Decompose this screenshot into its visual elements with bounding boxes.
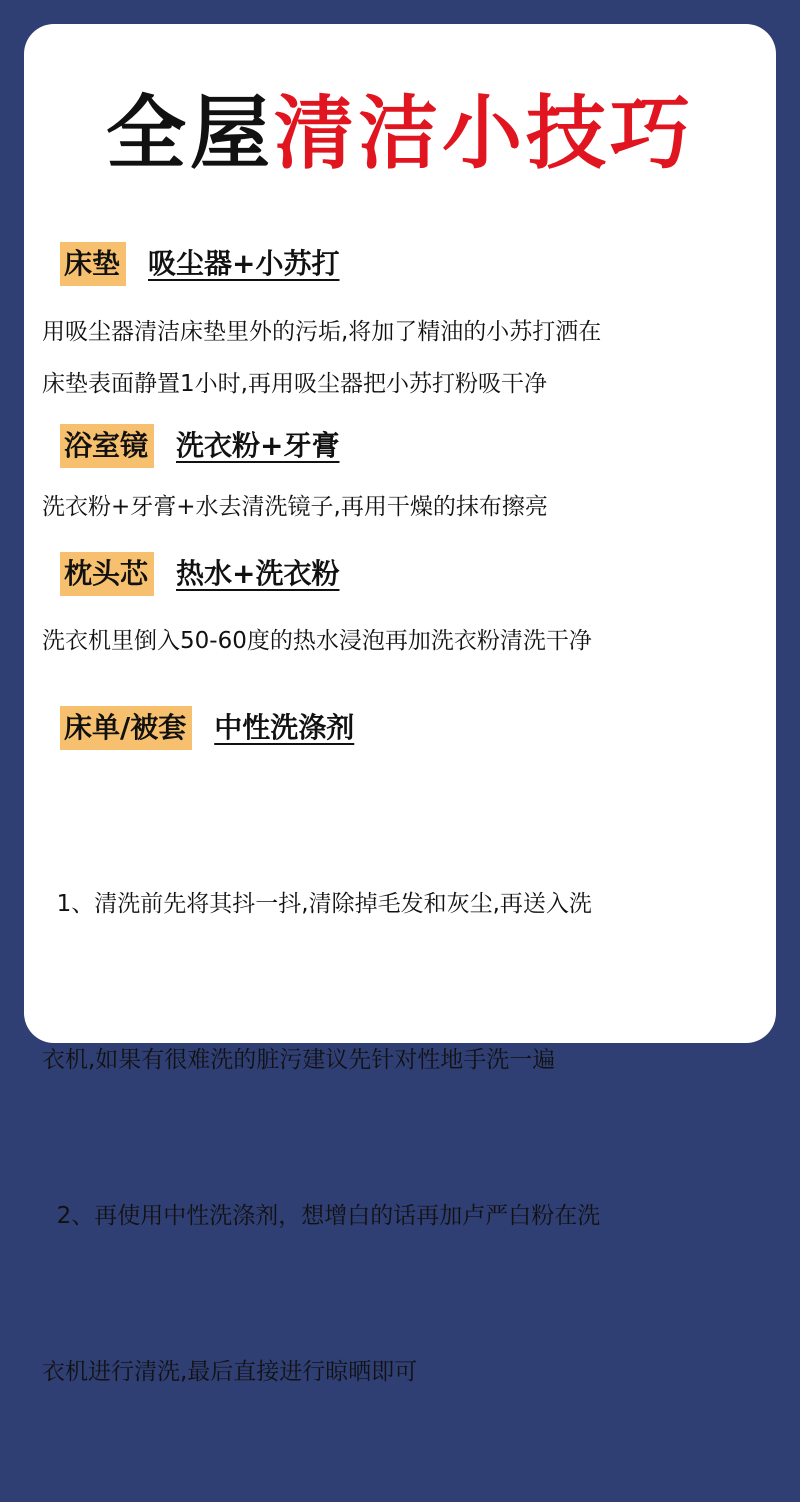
body-line: 床垫表面静置1小时,再用吸尘器把小苏打粉吸干净 xyxy=(42,371,547,397)
body-line: 用吸尘器清洁床垫里外的污垢,将加了精油的小苏打洒在 xyxy=(42,319,602,345)
section-subtitle: 吸尘器+小苏打 xyxy=(148,247,340,280)
section-body-bathroom-mirror xyxy=(42,481,758,533)
section-tag: 浴室镜 xyxy=(60,424,154,468)
section-body-pillow-core xyxy=(42,615,758,667)
section-heading-mattress xyxy=(60,242,339,286)
section-subtitle: 中性洗涤剂 xyxy=(214,711,355,744)
section-body-bedsheet xyxy=(42,774,758,1502)
body-line: 衣机进行清洗,最后直接进行晾晒即可 xyxy=(42,1359,418,1385)
title-part-red: 清洁小技巧 xyxy=(274,87,694,180)
section-subtitle: 热水+洗衣粉 xyxy=(176,557,340,590)
section-tag: 床垫 xyxy=(60,242,126,286)
body-line: 洗衣机里倒入50-60度的热水浸泡再加洗衣粉清洗干净 xyxy=(42,628,592,654)
section-tag: 床单/被套 xyxy=(60,706,192,750)
section-subtitle: 洗衣粉+牙膏 xyxy=(176,429,340,462)
section-body-mattress xyxy=(42,306,758,410)
section-heading-bedsheet xyxy=(60,706,354,750)
section-heading-bathroom-mirror xyxy=(60,424,339,468)
title-part-black: 全屋 xyxy=(106,87,274,180)
body-line: 洗衣粉+牙膏+水去清洗镜子,再用干燥的抹布擦亮 xyxy=(42,494,548,520)
section-tag: 枕头芯 xyxy=(60,552,154,596)
content-card xyxy=(24,24,776,1385)
body-line: 1、清洗前先将其抖一抖,清除掉毛发和灰尘,再送入洗 xyxy=(42,891,592,917)
section-heading-pillow-core xyxy=(60,552,339,596)
body-line: 2、再使用中性洗涤剂，想增白的话再加卢严白粉在洗 xyxy=(42,1203,601,1229)
page-title xyxy=(24,86,776,182)
body-line: 衣机,如果有很难洗的脏污建议先针对性地手洗一遍 xyxy=(42,1047,556,1073)
